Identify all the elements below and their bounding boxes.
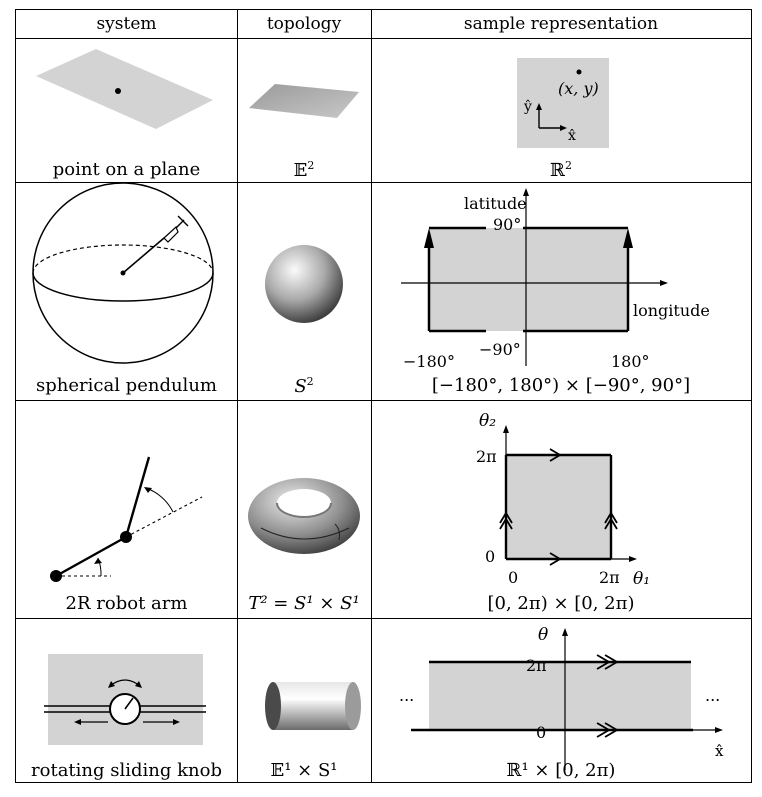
ellipsis-right: ... xyxy=(705,686,721,705)
caption-point-on-plane: point on a plane xyxy=(52,159,201,180)
representation-r2 xyxy=(371,159,751,181)
topology-s2 xyxy=(237,375,371,397)
topology-symbol: 𝔼 xyxy=(293,160,308,181)
tick-0-x: 0 xyxy=(508,568,519,587)
topology-cylinder: 𝔼¹ × S¹ xyxy=(270,760,338,781)
torus-representation xyxy=(371,400,751,618)
theta1-label: θ₁ xyxy=(633,569,651,589)
tick-2pi-y: 2π xyxy=(476,447,497,466)
representation-exponent: 2 xyxy=(564,159,572,172)
topology-e2 xyxy=(237,159,371,181)
representation-cylinder: ℝ¹ × [0, 2π) xyxy=(506,760,616,781)
caption-spherical-pendulum: spherical pendulum xyxy=(36,375,217,396)
theta2-label: θ₂ xyxy=(479,411,497,431)
x-axis-label: x̂ xyxy=(568,128,576,144)
topology-exponent: 2 xyxy=(307,159,315,172)
theta-label: θ xyxy=(538,625,549,645)
spherical-pendulum-illustration xyxy=(16,182,237,400)
point-label: (x, y) xyxy=(558,79,599,98)
topology-table xyxy=(15,9,752,783)
header-sample-representation: sample representation xyxy=(463,14,659,34)
tick-90: 90° xyxy=(493,215,522,234)
torus-icon xyxy=(237,400,371,618)
tick-0: 0 xyxy=(536,723,547,742)
x-axis-label: x̂ xyxy=(715,742,724,760)
plane-point xyxy=(115,88,121,94)
tick-0-y: 0 xyxy=(485,547,496,566)
header-system: system xyxy=(96,14,157,34)
y-axis-label: ŷ xyxy=(524,99,532,115)
latitude-label: latitude xyxy=(464,194,527,213)
tick-2pi: 2π xyxy=(526,656,547,675)
representation-symbol: ℝ xyxy=(550,160,565,181)
topology-symbol: S xyxy=(294,376,307,397)
ellipsis-left: ... xyxy=(399,686,415,705)
representation-lat-long: [−180°, 180°) × [−90°, 90°] xyxy=(431,375,691,396)
tick-180: 180° xyxy=(611,352,650,371)
latitude-longitude-representation xyxy=(371,182,751,400)
topology-torus: T² = S¹ × S¹ xyxy=(248,593,360,614)
representation-torus: [0, 2π) × [0, 2π) xyxy=(487,593,635,614)
tick-2pi-x: 2π xyxy=(599,568,620,587)
tick-minus-90: −90° xyxy=(479,340,521,359)
robot-arm-illustration xyxy=(16,400,237,618)
longitude-label: longitude xyxy=(633,301,710,320)
tick-minus-180: −180° xyxy=(403,352,455,371)
topology-exponent: 2 xyxy=(306,375,314,388)
caption-2r-robot-arm: 2R robot arm xyxy=(65,593,188,614)
caption-rotating-sliding-knob: rotating sliding knob xyxy=(31,760,222,781)
header-topology: topology xyxy=(266,14,342,34)
sphere-icon xyxy=(237,182,371,400)
